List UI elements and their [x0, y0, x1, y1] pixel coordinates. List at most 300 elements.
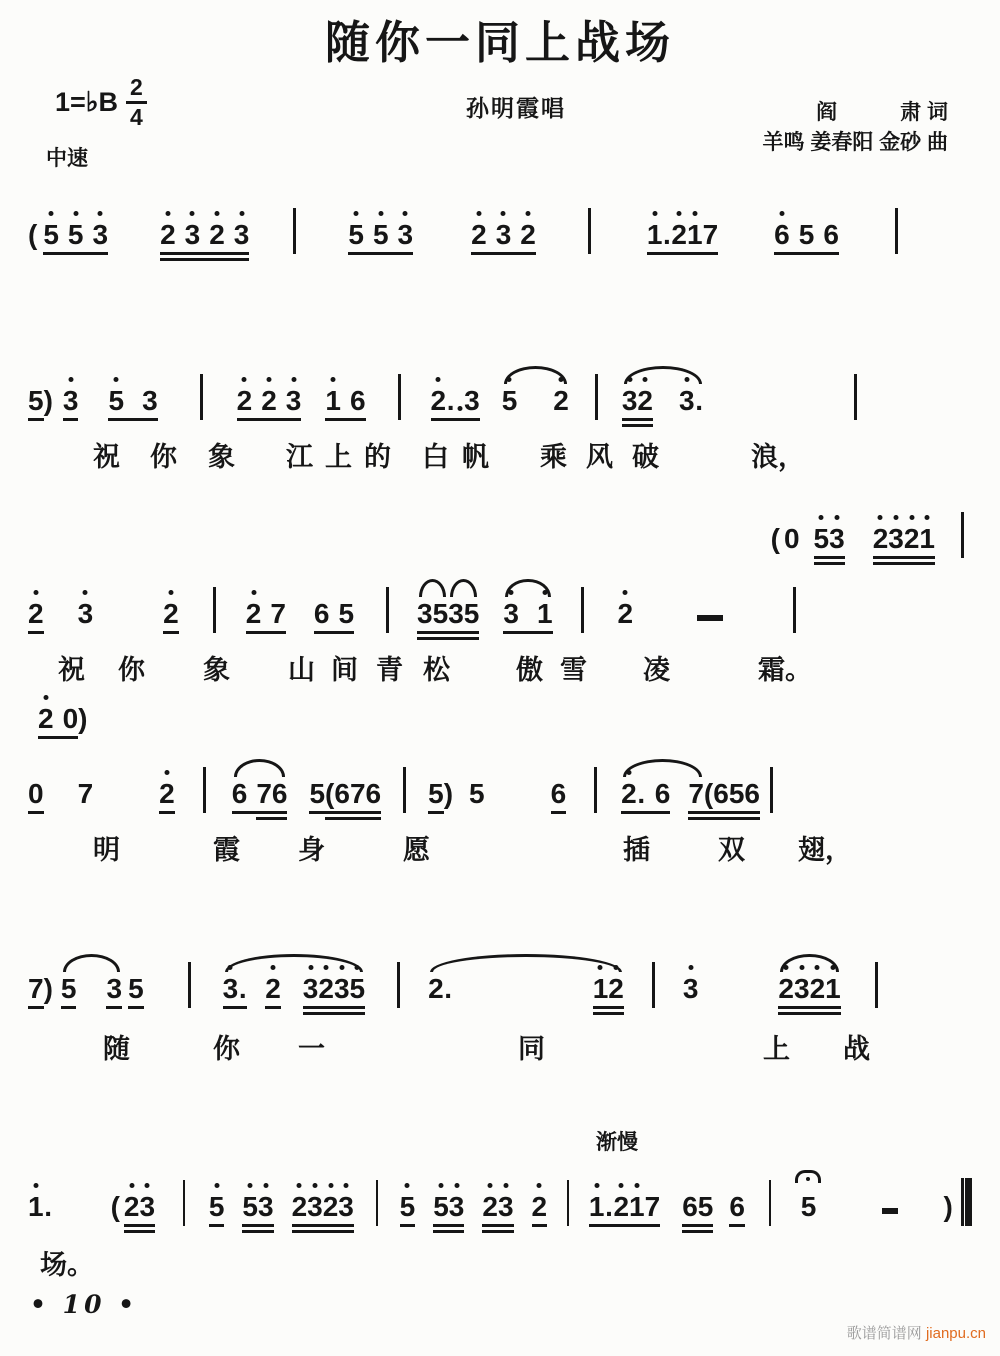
note-token — [589, 1192, 660, 1227]
note-token — [309, 779, 325, 814]
note-digit: 2 — [163, 597, 179, 629]
note-digit: . — [605, 1190, 613, 1222]
key-signature — [55, 76, 147, 129]
note-digit: 5 — [128, 972, 144, 1004]
note-digit: 2 — [430, 384, 447, 416]
barline — [403, 767, 406, 813]
lyric-syllable: 同 — [518, 1034, 545, 1064]
time-signature-denominator: 4 — [130, 104, 143, 130]
site-watermark — [847, 1322, 986, 1343]
slur-group — [417, 599, 448, 634]
barline — [386, 587, 389, 633]
note-digit: 2 — [123, 1190, 140, 1222]
note-digit: 6 — [334, 778, 350, 809]
lyrics-row — [28, 1027, 972, 1066]
lyric-syllable: 祝 — [58, 655, 85, 685]
note-digit: 2 — [265, 972, 281, 1004]
note-token — [622, 386, 653, 421]
note-with-fermata — [801, 1192, 817, 1227]
note-digit: 2 — [245, 597, 262, 629]
note-token — [265, 974, 281, 1009]
lyric-syllable: 战 — [843, 1034, 870, 1064]
note-token — [78, 704, 87, 739]
lyric-syllable: 霞 — [213, 835, 240, 866]
note-token — [704, 779, 760, 814]
note-digit: 5 — [43, 218, 59, 250]
note-token — [292, 1192, 354, 1227]
lyrics-row — [28, 435, 972, 474]
note-digit: 5 — [813, 522, 830, 554]
lyric-syllable: 霜。 — [758, 655, 812, 685]
barline — [567, 1180, 569, 1226]
note-digit: 7 — [77, 778, 94, 809]
note-digit: 3 — [448, 1190, 465, 1222]
barline — [397, 962, 400, 1008]
note-digit: 2 — [903, 522, 920, 554]
note-token — [159, 779, 175, 814]
note-digit: 6 — [729, 1190, 745, 1222]
note-token — [209, 1192, 225, 1227]
note-digit: 7 — [644, 1190, 661, 1222]
note-token — [444, 779, 453, 814]
note-digit: 2 — [520, 218, 536, 250]
lyric-syllable: 傲 — [516, 655, 543, 685]
note-digit: 7 — [256, 778, 272, 809]
note-token — [223, 974, 248, 1009]
note-digit: . — [695, 384, 703, 416]
note-token — [163, 599, 179, 634]
note-digit: 3 — [464, 384, 480, 416]
note-token — [431, 386, 480, 421]
lyric-syllable: 身 — [298, 835, 325, 866]
barline — [183, 1180, 185, 1226]
note-digit: 0 — [62, 703, 79, 734]
note-digit: 2 — [613, 1190, 630, 1222]
note-digit: 3 — [338, 1190, 354, 1222]
note-digit: 5 — [60, 972, 77, 1004]
lyric-syllable: 场。 — [40, 1250, 94, 1280]
note-token — [532, 1192, 548, 1227]
note-digit: 3 — [503, 597, 519, 629]
notation-row — [28, 1152, 972, 1227]
note-digit: 2 — [608, 972, 624, 1004]
music-line-intro — [28, 182, 972, 255]
note-digit: 5 — [428, 778, 444, 809]
barline — [854, 374, 857, 420]
note-token — [553, 386, 569, 421]
note-digit: ( — [325, 778, 335, 809]
site-name: 歌谱简谱网 — [846, 1325, 926, 1342]
note-token — [44, 386, 53, 421]
barline — [895, 208, 898, 254]
note-digit: 3 — [888, 522, 904, 554]
note-digit: 5 — [800, 1190, 817, 1222]
note-token — [124, 1192, 155, 1227]
note-digit: 3 — [233, 218, 250, 250]
note-digit: 5 — [728, 778, 745, 809]
notation-row — [28, 561, 972, 634]
note-digit: 3 — [621, 384, 638, 416]
lyric-syllable: 象 — [203, 655, 230, 685]
note-digit: 7 — [688, 778, 704, 809]
barline — [594, 767, 597, 813]
barline — [595, 374, 598, 420]
interlude-notation — [28, 678, 972, 739]
note-digit: 1 — [28, 1190, 44, 1222]
note-digit: 3 — [184, 218, 201, 250]
note-digit: 6 — [231, 778, 248, 809]
sustain-dash — [882, 1208, 897, 1214]
note-digit: 6 — [313, 597, 330, 629]
lyric-syllable: 插 — [623, 835, 650, 866]
note-token — [246, 599, 286, 634]
lyric-syllable: 你 — [150, 442, 177, 472]
note-digit: . — [637, 778, 646, 809]
note-digit: 3 — [106, 972, 123, 1004]
notation-row — [28, 182, 972, 255]
notation-row — [28, 348, 972, 421]
credits-block — [762, 98, 948, 159]
lyric-syllable: 愿 — [403, 835, 430, 866]
slur-group — [428, 974, 624, 1009]
note-digit: 5 — [399, 1190, 416, 1222]
note-digit: ) — [78, 703, 88, 734]
barline — [652, 962, 655, 1008]
barline — [293, 208, 296, 254]
lyric-syllable: 你 — [213, 1034, 240, 1064]
lyric-syllable: 祝 — [93, 442, 120, 472]
note-token — [44, 974, 53, 1009]
barline — [376, 1180, 378, 1226]
note-digit: 5 — [433, 1190, 449, 1222]
note-digit: 5 — [208, 1190, 225, 1222]
lyric-syllable: 明 — [93, 835, 120, 866]
note-digit: 5 — [108, 384, 125, 416]
note-digit: 6 — [654, 778, 671, 809]
note-digit: 6 — [744, 778, 760, 809]
interlude-notation — [28, 486, 972, 559]
note-digit: 6 — [271, 778, 288, 809]
note-digit: 2 — [318, 972, 334, 1004]
music-line-1 — [28, 348, 972, 474]
slur-group — [622, 386, 704, 421]
note-digit: 0 — [28, 778, 44, 809]
note-digit: 2 — [160, 218, 176, 250]
note-digit: 6 — [774, 218, 790, 250]
note-token — [593, 974, 624, 1009]
note-digit: 1 — [646, 218, 663, 250]
note-token — [688, 779, 704, 814]
song-title: 随你一同上战场 — [324, 17, 675, 68]
note-token — [78, 599, 94, 634]
note-token — [482, 1192, 513, 1227]
barline — [200, 374, 203, 420]
note-digit: 5 — [463, 597, 480, 629]
lyric-syllable: 帆 — [462, 442, 489, 472]
slur-group — [61, 974, 122, 1009]
note-token — [303, 974, 365, 1009]
note-token — [128, 974, 144, 1009]
note-token — [944, 1192, 953, 1227]
note-digit: . — [663, 218, 671, 250]
barline — [213, 587, 216, 633]
note-token — [778, 974, 840, 1009]
note-digit: 3 — [62, 384, 79, 416]
lyric-syllable: 山 — [288, 655, 315, 685]
note-digit: . — [238, 972, 247, 1004]
note-token — [348, 220, 413, 255]
note-digit: 6 — [550, 778, 567, 809]
lyric-syllable: 翅， — [798, 835, 852, 866]
note-digit: 3 — [92, 218, 109, 250]
note-digit: 1 — [629, 1190, 645, 1222]
notation-row — [28, 936, 972, 1009]
note-digit: 3 — [829, 522, 845, 554]
music-line-2 — [28, 486, 972, 687]
barline — [588, 208, 591, 254]
lyric-syllable: 乘 — [540, 442, 567, 472]
note-token — [551, 779, 567, 814]
note-token — [237, 386, 302, 421]
note-digit: 6 — [682, 1190, 698, 1222]
note-digit: ( — [703, 778, 714, 809]
note-digit: 2 — [236, 384, 253, 416]
note-token — [400, 1192, 416, 1227]
music-line-4 — [28, 936, 972, 1066]
note-digit: 5 — [697, 1190, 714, 1222]
note-token — [873, 524, 935, 559]
note-token — [28, 386, 44, 421]
note-digit: 2 — [322, 1190, 339, 1222]
slur-group — [778, 974, 840, 1009]
lyric-syllable: 雪 — [560, 655, 587, 685]
note-digit: 2 — [617, 597, 634, 629]
note-digit: 7 — [28, 972, 44, 1004]
note-digit: 3 — [257, 1190, 274, 1222]
note-digit: ) — [43, 972, 53, 1004]
lyric-syllable: 的 — [364, 442, 391, 472]
note-token — [814, 524, 845, 559]
notation-row — [28, 741, 972, 814]
note-token — [314, 599, 354, 634]
final-barline — [961, 1178, 972, 1226]
note-token — [682, 1192, 713, 1227]
note-digit: ) — [43, 384, 53, 416]
note-digit: ) — [443, 778, 454, 809]
lyric-syllable: 双 — [718, 835, 745, 866]
note-digit: . — [44, 1190, 52, 1222]
note-digit: 2 — [809, 972, 826, 1004]
note-digit: 2 — [671, 218, 687, 250]
note-digit: 1 — [592, 972, 609, 1004]
music-line-3 — [28, 678, 972, 867]
note-token — [28, 220, 37, 255]
slur-group — [503, 599, 552, 634]
note-digit: . — [446, 384, 455, 416]
lyric-syllable: 破 — [632, 442, 659, 472]
key-label: 1=♭B — [55, 87, 119, 117]
slur-group — [223, 974, 365, 1009]
note-token — [417, 599, 448, 634]
note-token — [471, 220, 536, 255]
slur-group — [502, 386, 569, 421]
note-digit: 5 — [348, 218, 364, 250]
note-token — [502, 386, 518, 421]
time-signature — [126, 76, 147, 129]
note-token — [28, 974, 44, 1009]
note-digit: 3 — [794, 972, 810, 1004]
note-token — [469, 779, 485, 814]
note-token — [232, 779, 257, 814]
note-digit: 7 — [270, 597, 286, 629]
note-digit: 2 — [482, 1190, 498, 1222]
note-digit: 6 — [365, 778, 382, 809]
note-digit: 3 — [222, 972, 239, 1004]
note-digit: 3 — [417, 597, 433, 629]
note-digit: 5 — [798, 218, 815, 250]
note-digit: 3 — [142, 384, 158, 416]
note-digit: 3 — [448, 597, 464, 629]
lyricist-credit: 阎 肃 词 — [816, 101, 948, 124]
note-digit: 5 — [372, 218, 389, 250]
note-digit: 5 — [469, 778, 485, 809]
note-digit: 5 — [338, 597, 355, 629]
note-token — [771, 524, 780, 559]
note-digit: 2 — [778, 972, 794, 1004]
note-digit: 3 — [285, 384, 302, 416]
note-token — [160, 220, 249, 255]
barline — [188, 962, 191, 1008]
slur-group — [621, 779, 704, 814]
barline — [581, 587, 584, 633]
performer-credit: 孙明霞唱 — [466, 95, 566, 121]
note-token — [428, 974, 453, 1009]
note-digit: 2 — [621, 778, 637, 809]
note-token — [679, 386, 704, 421]
note-digit: 1 — [687, 218, 703, 250]
note-digit: 2 — [159, 778, 175, 809]
note-digit: 7 — [702, 218, 719, 250]
note-digit: 2 — [637, 384, 653, 416]
note-digit: 3 — [497, 1190, 514, 1222]
lyric-syllable: 一 — [298, 1034, 325, 1064]
note-digit: 3 — [679, 384, 695, 416]
lyric-syllable: 凌 — [643, 655, 670, 685]
note-digit: 5 — [349, 972, 366, 1004]
note-token — [108, 386, 157, 421]
note-digit: 2 — [872, 522, 889, 554]
sustain-dash — [697, 615, 723, 621]
note-token — [325, 779, 381, 814]
note-digit: 5 — [432, 597, 449, 629]
site-link[interactable]: jianpu.cn — [925, 1325, 986, 1342]
note-digit: 1 — [325, 384, 341, 416]
note-digit: 1 — [588, 1190, 605, 1222]
note-digit: 3 — [333, 972, 350, 1004]
note-token — [256, 779, 287, 814]
lyric-syllable: 松 — [423, 655, 450, 685]
note-digit: 5 — [67, 218, 84, 250]
barline — [203, 767, 206, 813]
barline — [961, 512, 964, 558]
note-token — [61, 974, 77, 1009]
lyric-syllable: 江 — [286, 442, 313, 472]
note-token — [433, 1192, 464, 1227]
lyric-syllable: 浪， — [751, 442, 805, 472]
note-digit: 1 — [919, 522, 935, 554]
note-token — [63, 386, 79, 421]
note-digit: 2 — [553, 384, 569, 416]
lyric-syllable: 象 — [208, 442, 235, 472]
note-digit: 2 — [38, 703, 54, 734]
note-digit: 7 — [349, 778, 366, 809]
note-digit: 5 — [28, 384, 44, 416]
note-digit: 3 — [77, 597, 94, 629]
note-token — [774, 220, 839, 255]
note-digit: 2 — [291, 1190, 308, 1222]
time-signature-numerator: 2 — [126, 76, 147, 104]
note-token — [106, 974, 122, 1009]
lyric-syllable: 白 — [422, 442, 449, 472]
note-digit: 5 — [242, 1190, 258, 1222]
note-token — [448, 599, 479, 634]
note-token — [28, 779, 44, 814]
note-token — [28, 599, 44, 634]
note-digit: 5 — [309, 778, 326, 809]
ritardando-marking: 渐慢 — [596, 1131, 638, 1154]
note-token — [503, 599, 552, 634]
lyric-syllable: 随 — [103, 1034, 130, 1064]
lyric-syllable: 上 — [763, 1034, 790, 1064]
note-digit: 3 — [495, 218, 512, 250]
lyric-syllable: 风 — [586, 442, 613, 472]
note-token — [621, 779, 670, 814]
lyric-syllable: 你 — [118, 655, 145, 685]
note-token — [38, 704, 78, 739]
note-token — [111, 1192, 120, 1227]
note-token — [325, 386, 365, 421]
note-digit: 2 — [261, 384, 277, 416]
note-digit: ( — [110, 1190, 120, 1222]
note-digit: 2 — [531, 1190, 548, 1222]
note-digit: ( — [770, 522, 780, 554]
note-token — [647, 220, 718, 255]
note-digit: 6 — [713, 778, 729, 809]
note-digit: 1 — [536, 597, 553, 629]
note-token — [28, 1192, 53, 1227]
note-digit: 3 — [682, 972, 699, 1004]
note-token — [784, 524, 800, 559]
note-digit: . — [444, 972, 453, 1004]
note-digit: 3 — [307, 1190, 323, 1222]
barline — [769, 1180, 771, 1226]
music-line-coda — [28, 1124, 972, 1282]
note-digit: 2 — [28, 597, 44, 629]
note-digit: 6 — [823, 218, 839, 250]
lyric-syllable: 上 — [325, 442, 352, 472]
barline — [770, 767, 773, 813]
lyric-syllable: 青 — [376, 655, 403, 685]
note-digit: 0 — [783, 522, 800, 554]
note-digit: 6 — [349, 384, 366, 416]
slur-group — [232, 779, 288, 814]
note-token — [729, 1192, 745, 1227]
note-digit: ( — [28, 218, 38, 250]
note-digit: ) — [943, 1190, 953, 1222]
note-token — [618, 599, 634, 634]
note-digit: 1 — [825, 972, 841, 1004]
note-digit: 2 — [428, 972, 444, 1004]
